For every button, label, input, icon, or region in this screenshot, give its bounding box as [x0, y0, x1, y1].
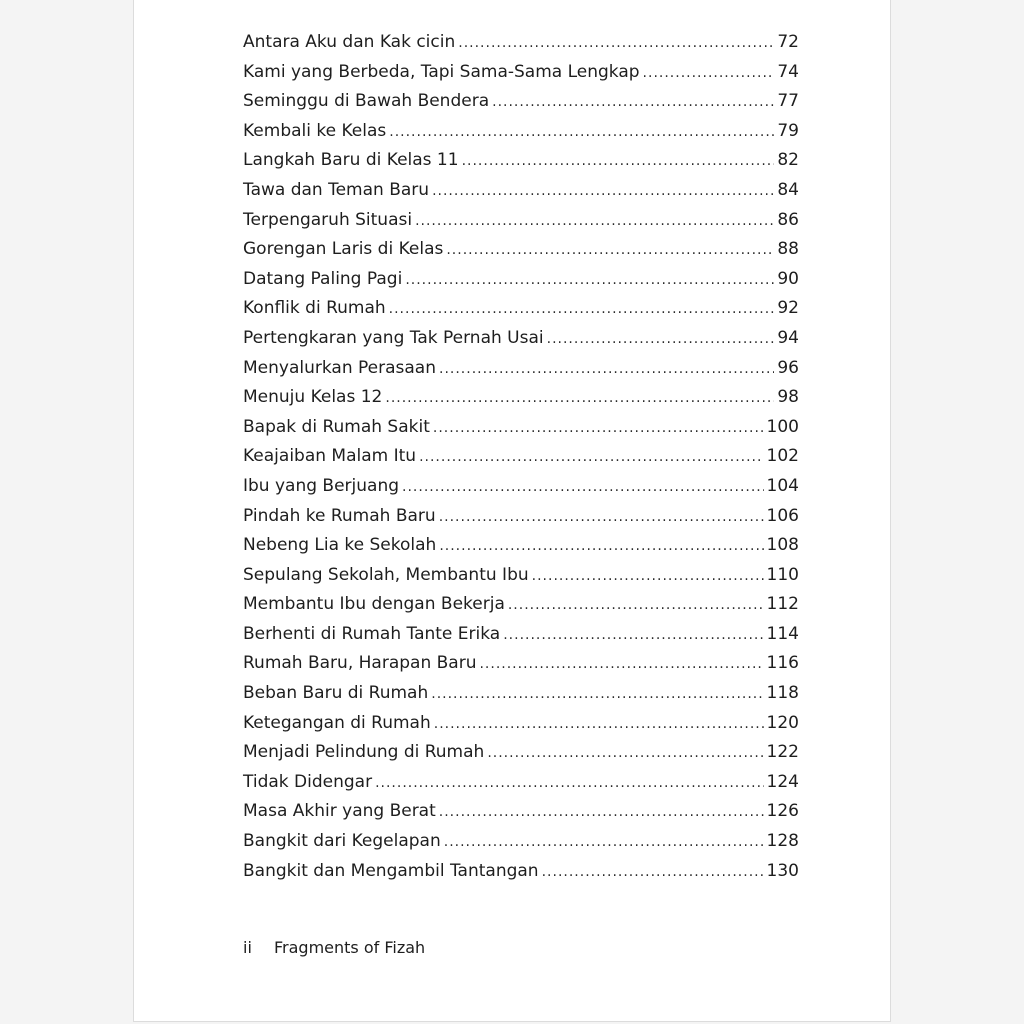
toc-entry-title: Langkah Baru di Kelas 11 [243, 150, 459, 171]
toc-entry-page-number: 116 [766, 653, 799, 674]
toc-entry-title: Tawa dan Teman Baru [243, 179, 430, 200]
toc-entry-title: Bangkit dari Kegelapan [243, 831, 441, 852]
toc-entry [243, 683, 799, 713]
toc-entry-page-number: 106 [766, 505, 799, 526]
toc-entry-title: Tidak Didengar [243, 771, 373, 792]
toc-entry-page-number: 112 [766, 594, 799, 615]
toc-entry-page-number: 86 [777, 209, 799, 230]
toc-entry-page-number: 126 [766, 801, 799, 822]
dot-leader [479, 656, 763, 672]
toc-entry-title: Berhenti di Rumah Tante Erika [243, 623, 501, 644]
dot-leader [439, 509, 764, 525]
dot-leader [492, 94, 774, 110]
toc-entry-page-number: 72 [777, 32, 799, 52]
dot-leader [415, 213, 774, 229]
page-number: ii [243, 938, 252, 957]
toc-entry [243, 506, 799, 536]
toc-entry-page-number: 84 [777, 179, 799, 200]
toc-entry-page-number: 74 [777, 61, 799, 82]
toc-entry-title: Beban Baru di Rumah [243, 683, 429, 704]
toc-entry-page-number: 128 [766, 831, 799, 852]
dot-leader [439, 538, 763, 554]
toc-entry [243, 328, 799, 358]
dot-leader [547, 331, 775, 347]
running-title: Fragments of Fizah [274, 938, 426, 957]
toc-entry-page-number: 118 [766, 683, 799, 704]
toc-entry-title: Terpengaruh Situasi [243, 209, 413, 230]
toc-entry-page-number: 102 [766, 446, 799, 467]
toc-entry-title: Bangkit dan Mengambil Tantangan [243, 860, 539, 881]
dot-leader [419, 449, 763, 465]
toc-entry-title: Masa Akhir yang Berat [243, 801, 436, 822]
toc-entry-page-number: 124 [766, 771, 799, 792]
dot-leader [434, 716, 764, 732]
toc-entry [243, 180, 799, 210]
dot-leader [375, 775, 763, 791]
toc-entry [243, 831, 799, 861]
toc-entry-title: Antara Aku dan Kak cicin [243, 32, 456, 52]
dot-leader [439, 361, 774, 377]
toc-entry [243, 239, 799, 269]
dot-leader [487, 745, 763, 761]
toc-entry [243, 772, 799, 802]
toc-entry-page-number: 82 [777, 150, 799, 171]
toc-entry-title: Pindah ke Rumah Baru [243, 505, 436, 526]
toc-entry-title: Menuju Kelas 12 [243, 387, 383, 408]
toc-entry [243, 653, 799, 683]
toc-entry [243, 91, 799, 121]
toc-entry-page-number: 79 [777, 120, 799, 141]
toc-entry-title: Datang Paling Pagi [243, 268, 403, 289]
toc-entry-page-number: 130 [766, 860, 799, 881]
toc-entry [243, 801, 799, 831]
dot-leader [389, 124, 774, 140]
toc-entry-page-number: 92 [777, 298, 799, 319]
toc-entry [243, 387, 799, 417]
dot-leader [444, 834, 764, 850]
toc-entry [243, 62, 799, 92]
toc-entry-title: Ketegangan di Rumah [243, 712, 431, 733]
toc-entry-page-number: 77 [777, 91, 799, 112]
toc-entry [243, 624, 799, 654]
toc-entry-page-number: 120 [766, 712, 799, 733]
toc-entry [243, 713, 799, 743]
toc-entry [243, 32, 799, 62]
dot-leader [402, 479, 764, 495]
dot-leader [431, 686, 763, 702]
toc-entry-title: Menjadi Pelindung di Rumah [243, 742, 485, 763]
dot-leader [433, 420, 764, 436]
toc-entry [243, 298, 799, 328]
toc-entry-page-number: 98 [777, 387, 799, 408]
toc-entry [243, 565, 799, 595]
toc-entry-page-number: 94 [777, 327, 799, 348]
toc-entry [243, 476, 799, 506]
dot-leader [432, 183, 774, 199]
toc-entry-title: Keajaiban Malam Itu [243, 446, 417, 467]
dot-leader [462, 153, 775, 169]
toc-entry-title: Gorengan Laris di Kelas [243, 239, 444, 260]
toc-entry-title: Membantu Ibu dengan Bekerja [243, 594, 505, 615]
toc-entry-title: Rumah Baru, Harapan Baru [243, 653, 477, 674]
toc-entry-page-number: 90 [777, 268, 799, 289]
toc-entry-title: Kami yang Berbeda, Tapi Sama-Sama Lengkap [243, 61, 640, 82]
toc-entry-page-number: 96 [777, 357, 799, 378]
toc-entry-title: Pertengkaran yang Tak Pernah Usai [243, 327, 544, 348]
dot-leader [385, 390, 774, 406]
toc-entry-title: Seminggu di Bawah Bendera [243, 91, 490, 112]
toc-entry-title: Nebeng Lia ke Sekolah [243, 535, 437, 556]
toc-entry-title: Kembali ke Kelas [243, 120, 387, 141]
dot-leader [542, 864, 764, 880]
toc-entry-page-number: 100 [766, 416, 799, 437]
toc-entry-title: Ibu yang Berjuang [243, 475, 400, 496]
table-of-contents [243, 32, 799, 890]
toc-entry [243, 121, 799, 151]
toc-entry [243, 535, 799, 565]
toc-entry-title: Menyalurkan Perasaan [243, 357, 436, 378]
toc-entry [243, 210, 799, 240]
dot-leader [389, 301, 775, 317]
toc-entry [243, 358, 799, 388]
toc-entry-title: Konflik di Rumah [243, 298, 386, 319]
toc-entry-page-number: 108 [766, 535, 799, 556]
toc-entry-title: Sepulang Sekolah, Membantu Ibu [243, 564, 529, 585]
document-page [133, 0, 891, 1022]
dot-leader [446, 242, 774, 258]
page-footer [243, 938, 425, 957]
dot-leader [439, 804, 764, 820]
toc-entry-page-number: 122 [766, 742, 799, 763]
toc-entry-title: Bapak di Rumah Sakit [243, 416, 430, 437]
dot-leader [532, 568, 764, 584]
toc-entry-page-number: 114 [766, 623, 799, 644]
toc-entry [243, 594, 799, 624]
toc-entry [243, 861, 799, 891]
dot-leader [503, 627, 763, 643]
dot-leader [405, 272, 774, 288]
dot-leader [508, 597, 764, 613]
toc-entry-page-number: 110 [766, 564, 799, 585]
toc-entry-page-number: 88 [777, 239, 799, 260]
toc-entry [243, 417, 799, 447]
toc-entry-page-number: 104 [766, 475, 799, 496]
toc-entry [243, 742, 799, 772]
toc-entry [243, 150, 799, 180]
toc-entry [243, 446, 799, 476]
dot-leader [458, 35, 774, 51]
toc-entry [243, 269, 799, 299]
dot-leader [643, 65, 775, 81]
